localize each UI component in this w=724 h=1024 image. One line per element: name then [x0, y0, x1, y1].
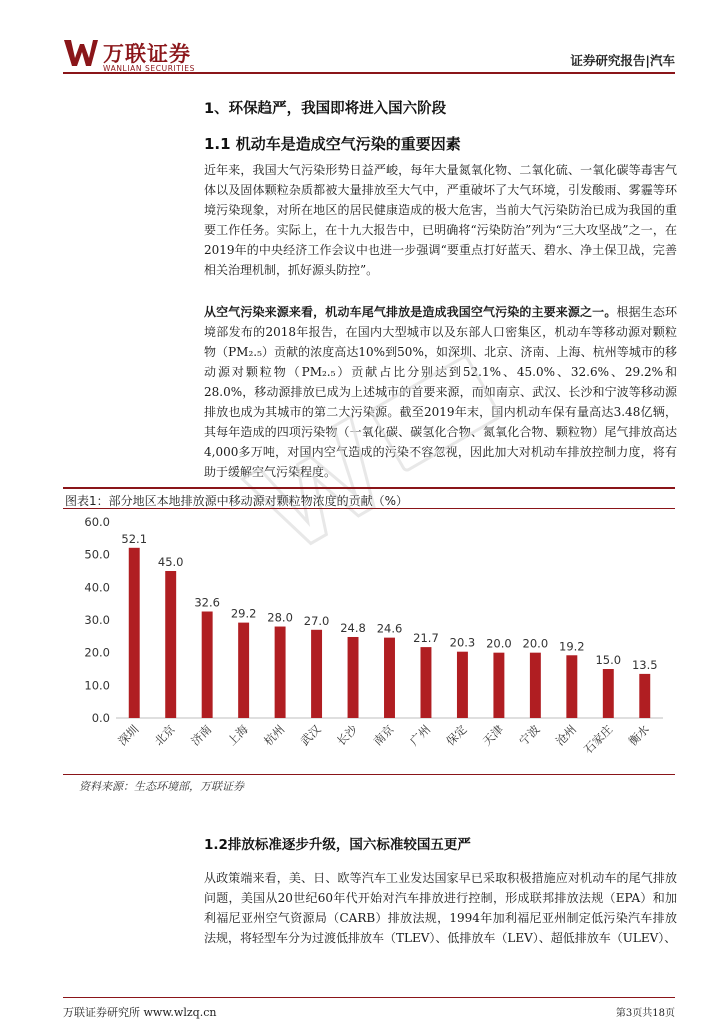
data-label: 13.5: [631, 657, 658, 672]
footer-publisher: 万联证券研究所 www.wlzq.cn: [63, 1006, 217, 1019]
data-label: 52.1: [121, 531, 148, 546]
data-label: 20.0: [486, 636, 512, 651]
bar: [275, 627, 286, 718]
y-tick-label: 10.0: [84, 678, 110, 693]
x-tick-label: 衡水: [625, 722, 652, 749]
figure-source: 资料来源：生态环境部，万联证券: [79, 780, 244, 793]
bar: [457, 652, 468, 718]
data-label: 24.8: [340, 620, 366, 635]
bar: [129, 548, 140, 718]
x-tick-label: 济南: [188, 722, 215, 749]
bar: [202, 612, 213, 718]
paragraph-lead-bold: 从空气污染来源来看，机动车尾气排放是造成我国空气污染的主要来源之一。: [204, 305, 617, 319]
x-tick-label: 杭州: [261, 722, 288, 749]
x-tick-label: 长沙: [333, 722, 361, 749]
x-tick-label: 深圳: [115, 722, 142, 749]
footer-divider: [63, 997, 675, 998]
paragraph: 从政策端来看，美、日、欧等汽车工业发达国家早已采取积极措施应对机动车的尾气排放问题，美国从20世纪60年代开始对汽车排放进行控制，形成联邦排放法规（EPA）和加利福尼亚州空气资源局（CARB）排放法规，1994年加利福尼亚州制定低污染汽车排放法规，将轻型车分为过渡低排放车（TLEV）、低排放车（LEV）、超低排放车（ULEV）、: [204, 871, 677, 945]
bar-chart: [63, 510, 675, 772]
x-tick-label: 保定: [443, 722, 470, 749]
bar: [311, 630, 322, 718]
logo-mark-icon: [63, 38, 99, 68]
x-tick-label: 天津: [479, 722, 507, 749]
x-tick-label: 石家庄: [581, 722, 616, 757]
x-tick-label: 南京: [370, 722, 397, 749]
header-divider: [63, 72, 675, 74]
x-tick-label: 上海: [224, 722, 251, 749]
x-tick-label: 宁波: [516, 722, 543, 749]
data-label: 15.0: [595, 653, 622, 667]
data-label: 19.2: [559, 639, 585, 654]
bar: [566, 655, 577, 718]
data-label: 29.2: [230, 606, 257, 621]
data-label: 32.6: [194, 595, 220, 610]
paragraph: [204, 302, 677, 482]
figure-title: 图表1：部分地区本地排放源中移动源对颗粒物浓度的贡献（%）: [65, 494, 409, 508]
company-logo: [63, 38, 273, 74]
paragraph: 近年来，我国大气污染形势日益严峻，每年大量氮氧化物、二氧化硫、一氧化碳等毒害气体以及固体颗粒杂质都被大量排放至大气中，严重破坏了大气环境，引发酸雨、雾霾等环境污染现象，对所在地区的居民健康造成的极大危害，当前大气污染防治已成为我国的重要工作任务。实际上，在十九大报告中，已明确将“污染防治”列为“三大攻坚战”之一，在2019年的中央经济工作会议中也进一步强调“要重点打好蓝天、碧水、净土保卫战，完善相关治理机制，抓好源头防控”。: [204, 163, 677, 277]
x-tick-label: 北京: [151, 722, 178, 749]
figure-bottom-divider: [63, 774, 675, 775]
bar: [530, 653, 541, 718]
bar: [348, 637, 359, 718]
y-tick-label: 50.0: [84, 547, 110, 562]
data-label: 24.6: [376, 621, 403, 636]
report-category: 证券研究报告|汽车: [570, 53, 675, 68]
logo-text-cn: 万联证券: [103, 42, 191, 66]
data-label: 27.0: [303, 613, 330, 628]
data-label: 20.0: [522, 636, 549, 651]
data-label: 21.7: [413, 631, 439, 646]
paragraph-body: 根据生态环境部发布的2018年报告，在国内大型城市以及东部人口密集区，机动车等移动源对颗粒物（PM₂.₅）贡献的浓度高达10%到50%，如深圳、北京、济南、上海、杭州等城市的移动源对颗粒物（PM₂.₅）贡献占比分别达到52.1%、45.0%、32.6%、29.2%和28.0%，移动源排放已成为上述城市的首要来源，而如南京、武汉、长沙和宁波等移动源排放也成为其城市的第二大污染源。截至2019年末，国内机动车保有量高达3.48亿辆，其每年造成的四项污染物（一氧化碳、碳氢化合物、氮氧化合物、颗粒物）尾气排放高达4,000多万吨，对国内空气造成的污染不容忽视，因此加大对机动车排放控制力度，将有助于缓解空气污染程度。: [204, 305, 677, 479]
y-tick-label: 20.0: [84, 645, 110, 660]
bar: [384, 638, 395, 718]
subsection-title: 1.2排放标准逐步升级，国六标准较国五更严: [204, 837, 471, 853]
figure-title-bar: [63, 487, 675, 509]
x-tick-label: 沧州: [552, 722, 579, 749]
data-label: 45.0: [157, 555, 184, 569]
bar: [493, 653, 504, 718]
x-tick-label: 广州: [406, 722, 434, 749]
y-tick-label: 40.0: [84, 580, 110, 595]
x-tick-label: 武汉: [297, 722, 324, 749]
page-number: 第3页共18页: [615, 1008, 675, 1019]
y-tick-label: 30.0: [84, 613, 110, 627]
logo-text-en: WANLIAN SECURITIES: [103, 64, 196, 73]
data-label: 20.3: [449, 635, 476, 650]
bar: [639, 674, 650, 718]
bar: [238, 623, 249, 718]
section-title: 1、环保趋严，我国即将进入国六阶段: [204, 101, 447, 117]
subsection-title: 1.1 机动车是造成空气污染的重要因素: [204, 135, 461, 153]
bar: [165, 571, 176, 718]
data-label: 28.0: [267, 610, 293, 625]
bar: [603, 669, 614, 718]
bar: [420, 647, 431, 718]
y-tick-label: 60.0: [84, 515, 110, 529]
y-tick-label: 0.0: [91, 711, 110, 725]
